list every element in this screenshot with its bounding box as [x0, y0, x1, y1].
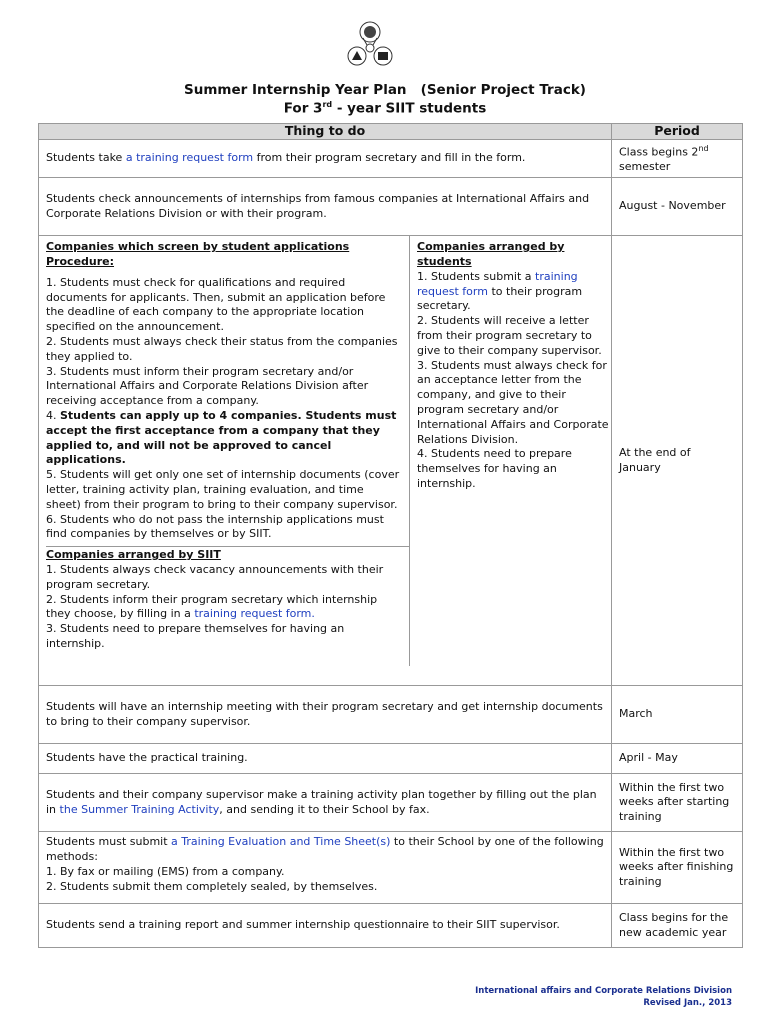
list-item: 4. Students need to prepare themselves for having an internship.: [417, 447, 572, 490]
period-cell: Within the first two weeks after finishing training: [612, 832, 743, 904]
footer: [475, 985, 732, 1009]
table-row: [39, 774, 743, 832]
period-cell: April - May: [612, 744, 743, 774]
table-row: [39, 140, 743, 178]
task-cell: Students take a training request form from their program secretary and fill in the form.: [39, 140, 612, 178]
list-item: 6. Students who do not pass the internship applications must find companies by themselves or by SIIT.: [46, 512, 384, 541]
table-row: [39, 236, 743, 686]
period-cell: August - November: [612, 178, 743, 236]
training-evaluation-link[interactable]: a Training Evaluation and Time Sheet(s): [171, 835, 391, 849]
plan-table: [38, 123, 743, 948]
list-item: 4. Students can apply up to 4 companies. Students must accept the first acceptance from a company that they applied to, and will not be approved to cancel applications.: [46, 409, 397, 467]
list-item: 5. Students will get only one set of internship documents (cover letter, training activity plan, training evaluation, and time sheet) from their program to bring to their company supervisor.: [46, 468, 400, 511]
table-row: [39, 686, 743, 744]
period-cell: Within the first two weeks after starting training: [612, 774, 743, 832]
list-item: 2. Students will receive a letter from their program secretary to give to their company supervisor.: [417, 314, 602, 357]
training-request-form-link[interactable]: training request form: [417, 269, 578, 298]
task-cell: Students must submit a Training Evaluation and Time Sheet(s) to their School by one of the following methods: 1. By fax or mailing (EMS) from a company. 2. Students submit them completely sealed, by themselves.: [39, 832, 612, 904]
table-row: [39, 744, 743, 774]
period-cell: Class begins 2nd semester: [612, 140, 743, 178]
table-row: [39, 904, 743, 948]
procedure-table: [46, 236, 611, 666]
task-cell: Students will have an internship meeting with their program secretary and get internship documents to bring to their company supervisor.: [39, 686, 612, 744]
period-cell: At the end of January: [612, 236, 743, 686]
table-row: [39, 832, 743, 904]
table-header-row: [39, 124, 743, 140]
list-item: 2. Students inform their program secretary which internship they choose, by filling in a training request form.: [46, 592, 378, 621]
list-item: 2. Students must always check their status from the companies they applied to.: [46, 335, 398, 363]
list-item: 3. Students must inform their program secretary and/or International Affairs and Corporate Relations Division after receiving acceptance from a company.: [46, 364, 369, 408]
footer-revised: Revised Jan., 2013: [643, 998, 732, 1008]
list-item: 3. Students need to prepare themselves for having an internship.: [46, 622, 345, 650]
column-header-period: Period: [612, 124, 743, 140]
column-header-thing: Thing to do: [39, 124, 612, 140]
summer-training-activity-link[interactable]: the Summer Training Activity: [59, 802, 220, 816]
task-cell: Students and their company supervisor make a training activity plan together by filling out the plan in the Summer Training Activity, and sending it to their School by fax.: [39, 774, 612, 832]
list-item: 1. Students submit a training request form to their program secretary.: [417, 269, 583, 313]
training-request-form-link[interactable]: training request form.: [194, 607, 315, 621]
list-item: 3. Students must always check for an acceptance letter from the company, and give to their program secretary and/or International Affairs and Corporate Relations Division.: [417, 358, 609, 446]
task-cell: [39, 236, 612, 686]
siit-heading: Companies arranged by SIIT: [46, 548, 221, 562]
list-item: 1. By fax or mailing (EMS) from a company.: [46, 864, 285, 878]
page-title: Summer Internship Year Plan (Senior Project Track): [184, 82, 586, 98]
footer-division: International affairs and Corporate Relations Division: [475, 986, 732, 996]
students-heading: Companies arranged by students: [417, 240, 565, 269]
list-item: 2. Students submit them completely sealed, by themselves.: [46, 879, 378, 893]
siit-logo-icon: [340, 18, 400, 72]
period-cell: March: [612, 686, 743, 744]
training-request-form-link[interactable]: a training request form: [125, 151, 254, 165]
page-subtitle: For 3rd - year SIIT students: [283, 100, 487, 117]
procedure-left: [46, 236, 410, 546]
task-cell: Students send a training report and summer internship questionnaire to their SIIT supervisor.: [39, 904, 612, 948]
task-cell: Students have the practical training.: [39, 744, 612, 774]
procedure-right: [410, 236, 612, 666]
table-row: [39, 178, 743, 236]
siit-section: [46, 547, 410, 666]
list-item: 1. Students always check vacancy announcements with their program secretary.: [46, 562, 384, 591]
list-item: 1. Students must check for qualifications and required documents for applicants. Then, submit an application before the deadline of each company to the appropriate location specified on the announcement.: [46, 275, 386, 334]
screen-heading: Companies which screen by student applications Procedure:: [46, 240, 350, 269]
period-cell: Class begins for the new academic year: [612, 904, 743, 948]
task-cell: Students check announcements of internships from famous companies at International Affairs and Corporate Relations Division or with their program.: [39, 178, 612, 236]
